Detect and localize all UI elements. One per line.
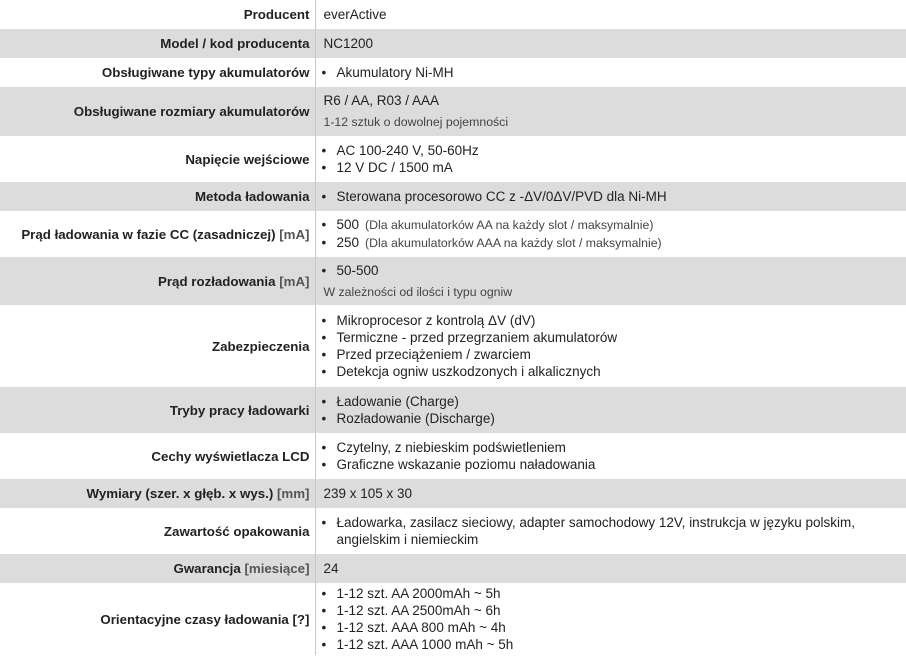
list-item: • Czytelny, z niebieskim podświetleniem bbox=[324, 439, 906, 456]
spec-value bbox=[315, 136, 906, 182]
spec-label-text: Model / kod producenta bbox=[160, 36, 310, 51]
spec-label bbox=[0, 433, 315, 479]
spec-row-prad-ladowania-w-fazie-cc-zasadniczej bbox=[0, 211, 906, 257]
spec-label-text: Gwarancja bbox=[173, 561, 241, 576]
spec-value-list bbox=[324, 514, 906, 548]
spec-value-text: R6 / AA, R03 / AAA bbox=[323, 93, 440, 108]
spec-value-list bbox=[324, 64, 906, 81]
spec-label bbox=[0, 479, 315, 508]
list-item: • 1-12 szt. AA 2500mAh ~ 6h bbox=[324, 602, 906, 619]
spec-value-list bbox=[324, 142, 906, 176]
spec-value bbox=[315, 0, 906, 29]
list-item: • Rozładowanie (Discharge) bbox=[324, 410, 906, 427]
spec-value bbox=[315, 554, 906, 583]
list-item: • 50-500 bbox=[324, 262, 906, 279]
list-item: • 1-12 szt. AAA 800 mAh ~ 4h bbox=[324, 619, 906, 636]
spec-label-text: Orientacyjne czasy ładowania [?] bbox=[100, 611, 310, 627]
spec-label-text: Obsługiwane typy akumulatorów bbox=[101, 65, 310, 80]
spec-value bbox=[315, 433, 906, 479]
list-item: • 1-12 szt. AAA 1000 mAh ~ 5h bbox=[324, 636, 906, 653]
item-description: (Dla akumulatorków AAA na każdy slot / maksymalnie) bbox=[365, 236, 662, 250]
spec-value-list bbox=[324, 262, 906, 279]
spec-label-text: Prąd rozładowania bbox=[158, 273, 276, 289]
spec-label-text: Producent bbox=[243, 7, 310, 22]
spec-label-text: Zabezpieczenia bbox=[211, 338, 310, 354]
spec-value bbox=[315, 182, 906, 211]
spec-label-text: Metoda ładowania bbox=[194, 189, 310, 204]
list-item: • Ładowarka, zasilacz sieciowy, adapter samochodowy 12V, instrukcja w języku polskim, angielskim i niemieckim bbox=[324, 514, 906, 548]
spec-label bbox=[0, 136, 315, 182]
spec-note: 1-12 sztuk o dowolnej pojemności bbox=[323, 115, 509, 129]
spec-row-obslugiwane-typy-akumulatorow bbox=[0, 58, 906, 87]
spec-row-tryby-pracy-ladowarki bbox=[0, 387, 906, 433]
spec-row-orientacyjne-czasy-ladowania bbox=[0, 583, 906, 655]
list-item: • Mikroprocesor z kontrolą ΔV (dV) bbox=[324, 312, 906, 329]
spec-value bbox=[315, 58, 906, 87]
spec-value-list bbox=[324, 188, 906, 205]
spec-label bbox=[0, 508, 315, 554]
spec-label bbox=[0, 29, 315, 58]
list-item: • Graficzne wskazanie poziomu naładowania bbox=[324, 456, 906, 473]
spec-row-metoda-ladowania bbox=[0, 182, 906, 211]
spec-label bbox=[0, 58, 315, 87]
spec-unit: [mA] bbox=[279, 273, 310, 289]
spec-label bbox=[0, 305, 315, 387]
list-item: • Sterowana procesorowo CC z -ΔV/0ΔV/PVD dla Ni-MH bbox=[324, 188, 906, 205]
spec-label bbox=[0, 554, 315, 583]
spec-unit: [miesiące] bbox=[244, 561, 310, 576]
spec-row-obslugiwane-rozmiary-akumulatorow bbox=[0, 87, 906, 136]
list-item: • 1-12 szt. AA 2000mAh ~ 5h bbox=[324, 585, 906, 602]
spec-row-cechy-wyswietlacza-lcd bbox=[0, 433, 906, 479]
spec-unit: [mm] bbox=[276, 486, 310, 501]
spec-value bbox=[315, 508, 906, 554]
spec-row-zawartosc-opakowania bbox=[0, 508, 906, 554]
spec-label-text: Prąd ładowania w fazie CC (zasadniczej) bbox=[21, 226, 276, 242]
spec-label-text: Obsługiwane rozmiary akumulatorów bbox=[73, 104, 310, 119]
spec-value-text: everActive bbox=[323, 7, 387, 22]
spec-row-gwarancja bbox=[0, 554, 906, 583]
spec-label-text: Cechy wyświetlacza LCD bbox=[151, 448, 310, 464]
spec-label bbox=[0, 387, 315, 433]
item-value: 250 bbox=[336, 235, 360, 250]
spec-value-list bbox=[324, 216, 906, 252]
spec-value-text: 239 x 105 x 30 bbox=[323, 486, 413, 501]
spec-value bbox=[315, 387, 906, 433]
spec-label bbox=[0, 182, 315, 211]
spec-value-list bbox=[324, 585, 906, 653]
spec-label-text: Wymiary (szer. x głęb. x wys.) bbox=[86, 486, 274, 501]
spec-label bbox=[0, 211, 315, 257]
spec-value bbox=[315, 29, 906, 58]
spec-label-text: Zawartość opakowania bbox=[163, 523, 310, 539]
spec-value-text: 24 bbox=[323, 561, 339, 576]
item-value: 500 bbox=[336, 217, 360, 232]
spec-row-producent bbox=[0, 0, 906, 29]
spec-value-text: NC1200 bbox=[323, 36, 374, 51]
spec-label bbox=[0, 583, 315, 655]
spec-value bbox=[315, 583, 906, 655]
list-item: • Akumulatory Ni-MH bbox=[324, 64, 906, 81]
spec-value bbox=[315, 211, 906, 257]
spec-label-text: Napięcie wejściowe bbox=[185, 151, 310, 167]
spec-label bbox=[0, 257, 315, 305]
list-item bbox=[324, 216, 906, 234]
spec-row-model-kod-producenta bbox=[0, 29, 906, 58]
spec-value-list bbox=[324, 393, 906, 427]
list-item: • Przed przeciążeniem / zwarciem bbox=[324, 346, 906, 363]
spec-value bbox=[315, 479, 906, 508]
list-item: • Ładowanie (Charge) bbox=[324, 393, 906, 410]
spec-label-text: Tryby pracy ładowarki bbox=[169, 402, 310, 418]
list-item: • AC 100-240 V, 50-60Hz bbox=[324, 142, 906, 159]
spec-row-napiecie-wejsciowe bbox=[0, 136, 906, 182]
spec-value-list bbox=[324, 312, 906, 380]
spec-label bbox=[0, 87, 315, 136]
list-item: • Termiczne - przed przegrzaniem akumulatorów bbox=[324, 329, 906, 346]
spec-row-prad-rozladowania bbox=[0, 257, 906, 305]
list-item: • Detekcja ogniw uszkodzonych i alkalicznych bbox=[324, 363, 906, 380]
spec-unit: [mA] bbox=[279, 226, 310, 242]
spec-value-list bbox=[324, 439, 906, 473]
list-item bbox=[324, 234, 906, 252]
spec-row-zabezpieczenia bbox=[0, 305, 906, 387]
list-item: • 12 V DC / 1500 mA bbox=[324, 159, 906, 176]
spec-label bbox=[0, 0, 315, 29]
spec-value bbox=[315, 87, 906, 136]
item-description: (Dla akumulatorków AA na każdy slot / maksymalnie) bbox=[365, 218, 654, 232]
spec-row-wymiary-szer-x-gleb-x-wys bbox=[0, 479, 906, 508]
spec-note: W zależności od ilości i typu ogniw bbox=[323, 284, 513, 299]
spec-value bbox=[315, 257, 906, 305]
spec-value bbox=[315, 305, 906, 387]
